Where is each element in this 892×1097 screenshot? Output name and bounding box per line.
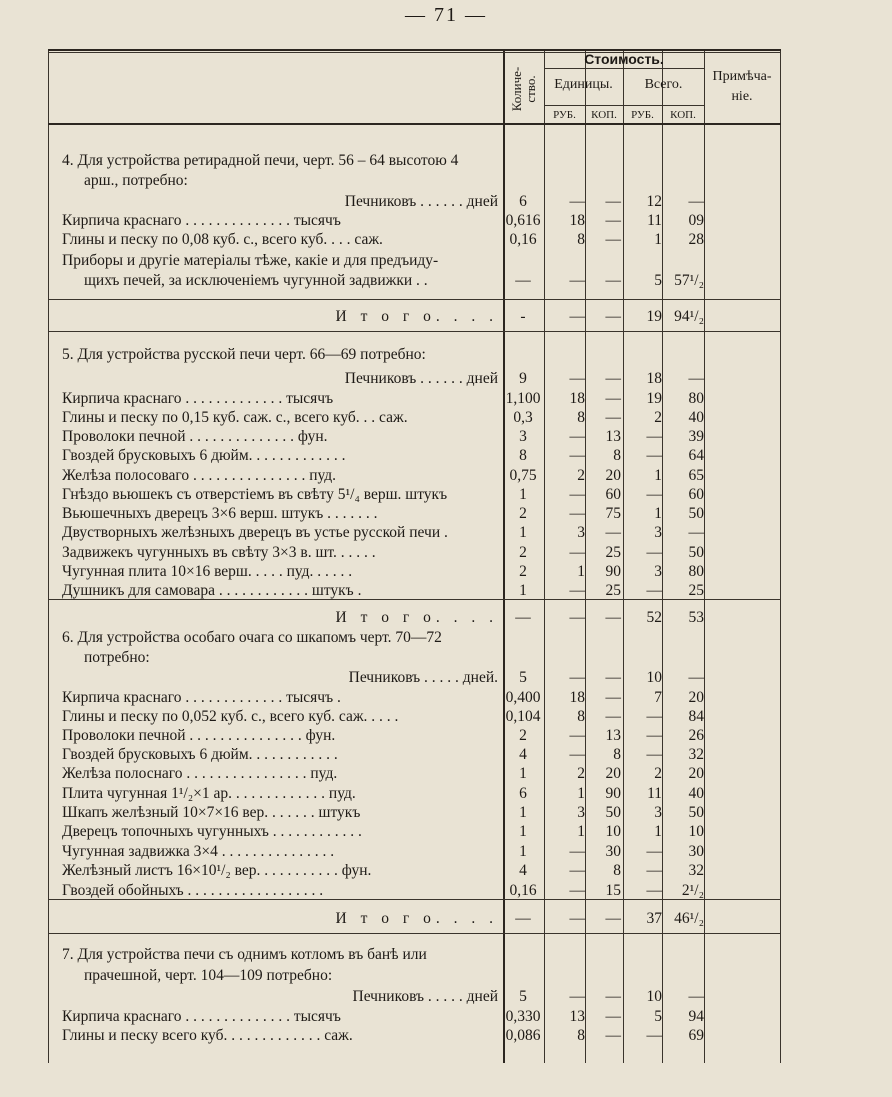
table-row: Плита чугунная 1¹/₂×1 ар. . . . . . . . . . . . . пуд. 6 1 90 11 40 <box>62 785 704 802</box>
table-row: 5. Для устройства русской печи черт. 66—69 потребно: <box>62 346 426 363</box>
table-row: Проволоки печной . . . . . . . . . . . . . . . фун. 2 — 13 — 26 <box>62 727 704 744</box>
table-row: Приборы и другіе матеріалы тѣже, какіе и для предъиду- <box>62 252 439 269</box>
table-row-total: И т о г о. . . . — — — 52 53 <box>335 609 704 626</box>
table-row: Желѣза полоснаго . . . . . . . . . . . . . . . . пуд. 1 2 20 2 20 <box>62 765 704 782</box>
table-row: Глины и песку по 0,15 куб. саж. с., всего куб. . . саж. 0,3 8 — 2 40 <box>62 409 704 426</box>
total-kop-header: КОП. <box>670 109 696 121</box>
table-row: Вьюшечныхъ дверецъ 3×6 верш. штукъ . . . . . . . 2 — 75 1 50 <box>62 505 704 522</box>
table-row: Глины и песку по 0,052 куб. с., всего куб. саж. . . . . 0,104 8 — — 84 <box>62 708 704 725</box>
table-row-total: И т о г о. . . . — — — 37 46¹/₂ <box>335 910 704 927</box>
table-row: Печниковъ . . . . . дней. 5 — — 10 — <box>348 669 704 686</box>
itogo-rule <box>48 299 781 300</box>
total-header: Всего. <box>644 77 683 92</box>
cost-table <box>48 49 781 1063</box>
table-row: Задвижекъ чугунныхъ въ свѣту 3×3 в. шт. . . . . . 2 — 25 — 50 <box>62 544 704 561</box>
table-row: Печниковъ . . . . . дней 5 — — 10 — <box>352 988 704 1005</box>
qty-header: Количе-ство. <box>509 66 538 112</box>
cost-header-rule <box>544 68 704 69</box>
table-row: Душникъ для самовара . . . . . . . . . . . . штукъ . 1 — 25 — 25 <box>62 582 704 599</box>
unit-kop-header: КОП. <box>591 109 617 121</box>
table-row: арш., потребно: <box>84 172 188 189</box>
header-bottom-rule <box>48 123 781 125</box>
total-rub-header: РУБ. <box>631 109 654 121</box>
table-row-total: И т о г о. . . . - — — 19 94¹/₂ <box>335 308 704 325</box>
table-row: прачешной, черт. 104—109 потребно: <box>84 967 333 984</box>
table-row: 7. Для устройства печи съ однимъ котломъ въ банѣ или <box>62 946 427 963</box>
table-row: Гвоздей обойныхъ . . . . . . . . . . . . . . . . . . 0,16 — 15 — 2¹/₂ <box>62 882 704 899</box>
unit-header: Единицы. <box>554 77 613 92</box>
unit-rub-header: РУБ. <box>553 109 576 121</box>
table-row: Чугунная задвижка 3×4 . . . . . . . . . . . . . . . 1 — 30 — 30 <box>62 843 704 860</box>
cost-header: Стоимость. <box>584 51 664 67</box>
notes-header: Примѣча-ніе. <box>712 69 772 104</box>
table-row: Желѣзный листъ 16×10¹/₂ вер. . . . . . . . . . . фун. 4 — 8 — 32 <box>62 862 704 879</box>
table-row: Печниковъ . . . . . . дней 6 — — 12 — <box>344 193 704 210</box>
table-row: Двустворныхъ желѣзныхъ дверецъ въ устье русской печи . 1 3 — 3 — <box>62 524 704 541</box>
table-row: Глины и песку по 0,08 куб. с., всего куб. . . . саж. 0,16 8 — 1 28 <box>62 231 704 248</box>
table-row: Кирпича краснаго . . . . . . . . . . . . . . тысячъ 0,616 18 — 11 09 <box>62 212 704 229</box>
table-row: Печниковъ . . . . . . дней 9 — — 18 — <box>344 370 704 387</box>
table-row: Кирпича краснаго . . . . . . . . . . . . . . тысячъ 0,330 13 — 5 94 <box>62 1008 704 1025</box>
table-row: Чугунная плита 10×16 верш. . . . . пуд. . . . . . 2 1 90 3 80 <box>62 563 704 580</box>
table-row: щихъ печей, за исключеніемъ чугунной задвижки . . — — — 5 57¹/₂ <box>84 272 704 289</box>
itogo-rule <box>48 331 781 332</box>
table-row: Желѣза полосоваго . . . . . . . . . . . . . . . пуд. 0,75 2 20 1 65 <box>62 467 704 484</box>
table-row: Шкапъ желѣзный 10×7×16 вер. . . . . . . штукъ 1 3 50 3 50 <box>62 804 704 821</box>
table-row: Дверецъ топочныхъ чугунныхъ . . . . . . . . . . . . 1 1 10 1 10 <box>62 823 704 840</box>
table-row: Кирпича краснаго . . . . . . . . . . . . . тысячъ . 0,400 18 — 7 20 <box>62 689 704 706</box>
table-row: 6. Для устройства особаго очага со шкапомъ черт. 70—72 <box>62 629 442 646</box>
table-row: Гнѣздо вьюшекъ съ отверстіемъ въ свѣту 5¹/₄ верш. штукъ 1 — 60 — 60 <box>62 486 704 503</box>
table-row: Проволоки печной . . . . . . . . . . . . . . фун. 3 — 13 — 39 <box>62 428 704 445</box>
page-number: — 71 — <box>405 4 487 26</box>
table-row: потребно: <box>84 649 150 666</box>
table-row: Гвоздей брусковыхъ 6 дюйм. . . . . . . . . . . . . 8 — 8 — 64 <box>62 447 704 464</box>
table-row: Глины и песку всего куб. . . . . . . . . . . . . саж. 0,086 8 — — 69 <box>62 1027 704 1044</box>
table-row: Гвоздей брусковыхъ 6 дюйм. . . . . . . . . . . . 4 — 8 — 32 <box>62 746 704 763</box>
itogo-rule <box>48 933 781 934</box>
table-row: 4. Для устройства ретирадной печи, черт. 56 – 64 высотою 4 <box>62 152 459 169</box>
table-row: Кирпича краснаго . . . . . . . . . . . . . тысячъ 1,100 18 — 19 80 <box>62 390 704 407</box>
unit-header-rule <box>544 105 704 106</box>
